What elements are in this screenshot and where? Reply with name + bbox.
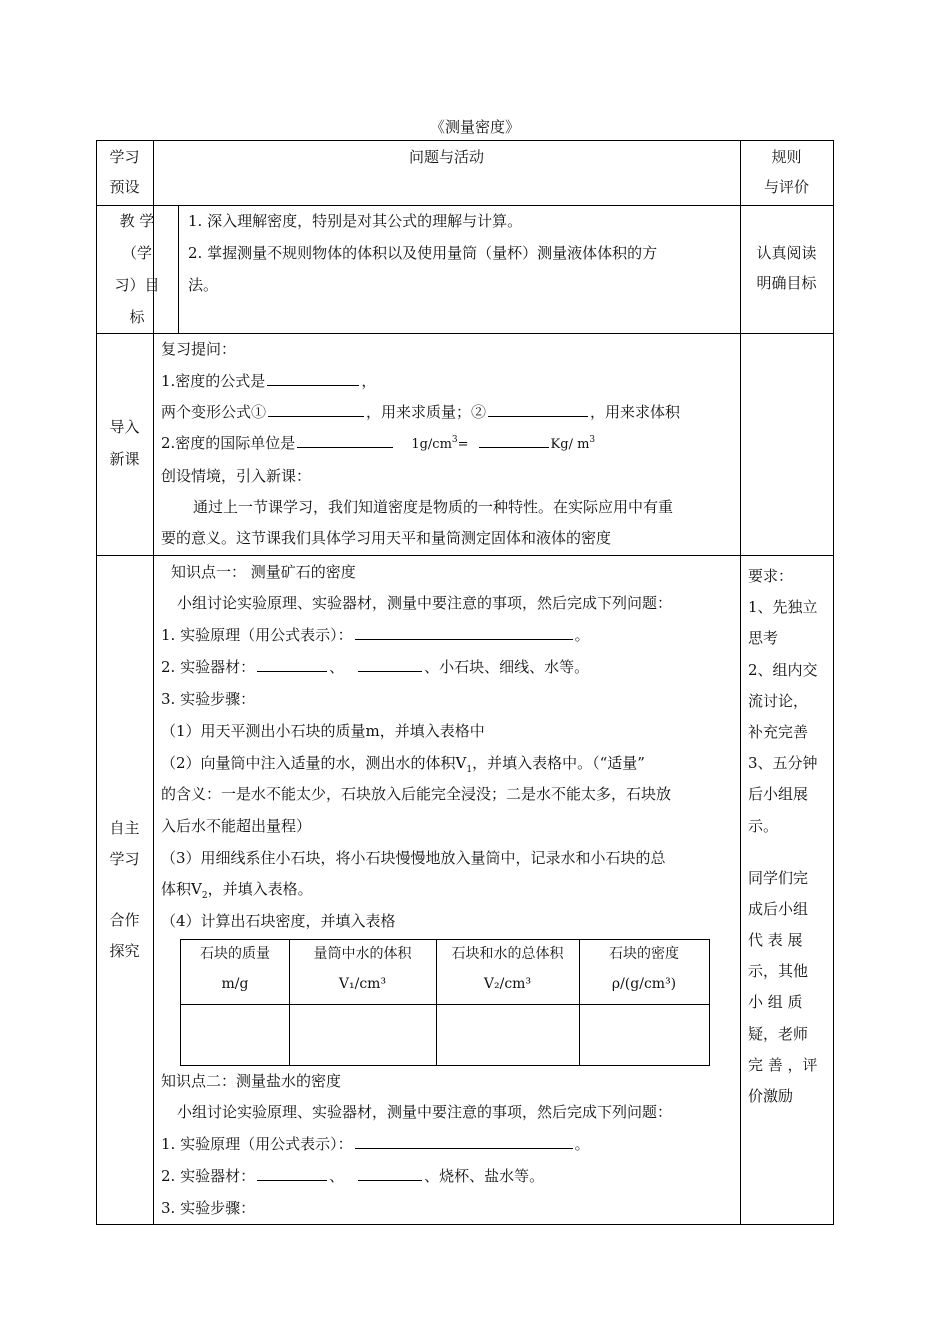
cube-exponent: 3 — [451, 435, 458, 445]
table-header-v2: 石块和水的总体积 — [451, 946, 564, 962]
table-cell-mass[interactable] — [181, 1005, 289, 1065]
kp1-q2-end: 、小石块、细线、水等。 — [424, 658, 590, 676]
intro-para-line2: 要的意义。这节课我们具体学习用天平和量筒测定固体和液体的密度 — [161, 529, 612, 547]
kp2-q2-sep: 、 — [329, 1167, 345, 1185]
intro-label-1: 导入 — [109, 418, 140, 436]
kp2-q1-end: 。 — [574, 1135, 590, 1153]
kp1-step2-a: （2）向量筒中注入适量的水，测出水的体积V — [161, 754, 467, 772]
header-col3-line1: 规则 — [771, 148, 802, 166]
req-line: 完 善 ，评 — [748, 1055, 818, 1074]
intro-q3-prefix: 2.密度的国际单位是 — [161, 434, 296, 452]
table-cell-v2[interactable] — [436, 1005, 579, 1065]
kp1-step2-line1 — [161, 752, 645, 775]
req-line: 要求： — [748, 567, 794, 585]
intro-para-line1: 通过上一节课学习，我们知道密度是物质的一种特性。在实际应用中有重 — [193, 498, 674, 516]
table-border-right — [833, 140, 834, 1225]
req-line: 补充完善 — [748, 722, 809, 741]
kp1-step3-a: 体积V — [161, 880, 202, 898]
intro-q3-blank-1[interactable] — [297, 432, 393, 448]
kp2-heading: 知识点二：测量盐水的密度 — [161, 1072, 342, 1090]
intro-q3-unit: 1g/cm — [411, 437, 452, 452]
kp1-step3-b: ，并填入表格。 — [207, 880, 313, 898]
intro-q1-prefix: 1.密度的公式是 — [161, 372, 266, 390]
kp1-q1-label: 1. 实验原理（用公式表示）： — [161, 626, 353, 644]
col-divider-1 — [153, 140, 154, 1225]
objectives-label-4: 标 — [129, 308, 145, 326]
header-col1-line2: 预设 — [109, 178, 140, 196]
req-line: 1、先独立 — [748, 598, 818, 617]
row-divider-1 — [96, 205, 834, 206]
req-line: 3、五分钟 — [748, 754, 818, 773]
kp2-q1-blank[interactable] — [355, 1133, 573, 1149]
req-line: 疑，老师 — [748, 1024, 809, 1043]
kp2-q2-blank-1[interactable] — [257, 1165, 327, 1181]
req-line — [748, 842, 828, 863]
intro-q2-prefix: 两个变形公式① — [161, 403, 267, 421]
kp1-q2-sep: 、 — [329, 658, 345, 676]
kp2-q3: 3. 实验步骤： — [161, 1199, 256, 1217]
kp1-step2-line2: 的含义：一是水不能太少，石块放入后能完全浸没；二是水不能太多，石块放 — [161, 785, 672, 803]
kp2-q2 — [161, 1165, 544, 1186]
table-header-mass-unit: m/g — [221, 976, 249, 992]
intro-q2-mid: ，用来求质量；② — [366, 403, 487, 421]
table-border-left — [96, 140, 97, 1225]
requirements-column — [748, 561, 828, 1112]
intro-q1-suffix: ， — [361, 372, 377, 390]
subscript-1: 1 — [466, 765, 473, 775]
kp1-q1 — [161, 624, 590, 645]
intro-q2-blank-2[interactable] — [488, 401, 588, 417]
objective-item-1: 1. 深入理解密度，特别是对其公式的理解与计算。 — [188, 212, 523, 230]
req-line: 示，其他 — [748, 962, 809, 981]
subscript-2: 2 — [201, 891, 208, 901]
kp1-q1-end: 。 — [574, 626, 590, 644]
header-col3-line2: 与评价 — [763, 178, 809, 196]
kp2-q2-label: 2. 实验器材： — [161, 1167, 256, 1185]
table-border-top — [96, 140, 834, 141]
table-header-v1: 量筒中水的体积 — [313, 946, 412, 962]
kp1-q2-blank-1[interactable] — [257, 656, 327, 672]
table-header-density: 石块的密度 — [609, 946, 679, 962]
kp1-q3: 3. 实验步骤： — [161, 690, 256, 708]
intro-q3-eq: = — [457, 437, 469, 452]
objective-rule-2: 明确目标 — [756, 274, 817, 292]
req-line: 2、组内交 — [748, 660, 818, 679]
header-col2: 问题与活动 — [408, 148, 484, 166]
measurement-table — [180, 939, 710, 1066]
req-line: 小 组 质 — [748, 993, 803, 1012]
table-cell-density[interactable] — [579, 1005, 709, 1065]
kp1-q2 — [161, 656, 589, 677]
kp2-q1 — [161, 1133, 590, 1154]
objective-rule-1: 认真阅读 — [756, 244, 817, 262]
intro-review: 复习提问： — [161, 340, 237, 358]
kp1-step3-line2 — [161, 878, 313, 901]
intro-q2-suffix: ，用来求体积 — [590, 403, 681, 421]
intro-q3-suffix: Kg/ m — [550, 437, 590, 452]
table-cell-v1[interactable] — [289, 1005, 436, 1065]
main-label-1: 自主 — [109, 819, 140, 837]
header-col1-line1: 学习 — [109, 148, 140, 166]
main-label-3: 合作 — [109, 911, 140, 929]
objectives-label-3: 习）目 — [114, 276, 160, 294]
objective-item-2-line2: 法。 — [188, 276, 219, 294]
objectives-label-1: 教 学 — [119, 212, 155, 230]
kp1-intro: 小组讨论实验原理、实验器材，测量中要注意的事项，然后完成下列问题： — [177, 594, 673, 612]
kp2-q2-end: 、烧杯、盐水等。 — [424, 1167, 545, 1185]
req-line: 代 表 展 — [748, 931, 803, 950]
intro-q1-blank[interactable] — [267, 370, 359, 386]
table-header-v1-unit: V₁/cm³ — [338, 976, 387, 992]
page-title: 《测量密度》 — [429, 118, 520, 136]
req-line: 示。 — [748, 816, 779, 835]
col-divider-2 — [740, 140, 741, 1225]
intro-q3-blank-2[interactable] — [479, 432, 549, 448]
kp2-intro: 小组讨论实验原理、实验器材，测量中要注意的事项，然后完成下列问题： — [177, 1103, 673, 1121]
kp1-step1: （1）用天平测出小石块的质量m，并填入表格中 — [161, 722, 485, 740]
req-line: 价激励 — [748, 1087, 794, 1105]
kp1-q2-blank-2[interactable] — [358, 656, 422, 672]
table-header-density-unit: ρ/(g/cm³) — [611, 976, 677, 992]
kp1-step2-line3: 入后水不能超出量程） — [161, 817, 312, 835]
table-border-bottom — [96, 1224, 834, 1225]
kp1-q1-blank[interactable] — [355, 624, 573, 640]
table-header-v2-unit: V₂/cm³ — [483, 976, 532, 992]
col-divider-objective — [178, 205, 179, 333]
table-header-mass: 石块的质量 — [200, 946, 270, 962]
req-line: 流讨论， — [748, 691, 809, 710]
intro-label-2: 新课 — [109, 450, 140, 468]
kp2-q1-label: 1. 实验原理（用公式表示）： — [161, 1135, 353, 1153]
intro-q3 — [161, 432, 595, 453]
main-label-2: 学习 — [109, 850, 140, 868]
objectives-label-2: （学 — [121, 244, 152, 262]
kp1-step2-b: ，并填入表格中。（“适量” — [472, 754, 645, 772]
row-divider-2 — [96, 333, 834, 334]
cube-exponent: 3 — [589, 435, 596, 445]
kp1-step3-line1: （3）用细线系住小石块，将小石块慢慢地放入量筒中，记录水和小石块的总 — [161, 849, 666, 867]
req-line: 思考 — [748, 629, 779, 648]
kp2-q2-blank-2[interactable] — [358, 1165, 422, 1181]
row-divider-3 — [96, 555, 834, 556]
objective-item-2-line1: 2. 掌握测量不规则物体的体积以及使用量筒（量杯）测量液体体积的方 — [188, 244, 658, 262]
intro-situation: 创设情境，引入新课： — [161, 467, 312, 485]
req-line: 后小组展 — [748, 785, 809, 804]
req-line: 同学们完 — [748, 868, 809, 887]
intro-q1 — [161, 370, 376, 391]
req-line: 成后小组 — [748, 899, 809, 918]
main-label-4: 探究 — [109, 942, 140, 960]
kp1-step4: （4）计算出石块密度，并填入表格 — [161, 912, 396, 930]
kp1-heading: 知识点一： 测量矿石的密度 — [171, 563, 356, 581]
intro-q2 — [161, 401, 680, 422]
intro-q2-blank-1[interactable] — [268, 401, 364, 417]
kp1-q2-label: 2. 实验器材： — [161, 658, 256, 676]
